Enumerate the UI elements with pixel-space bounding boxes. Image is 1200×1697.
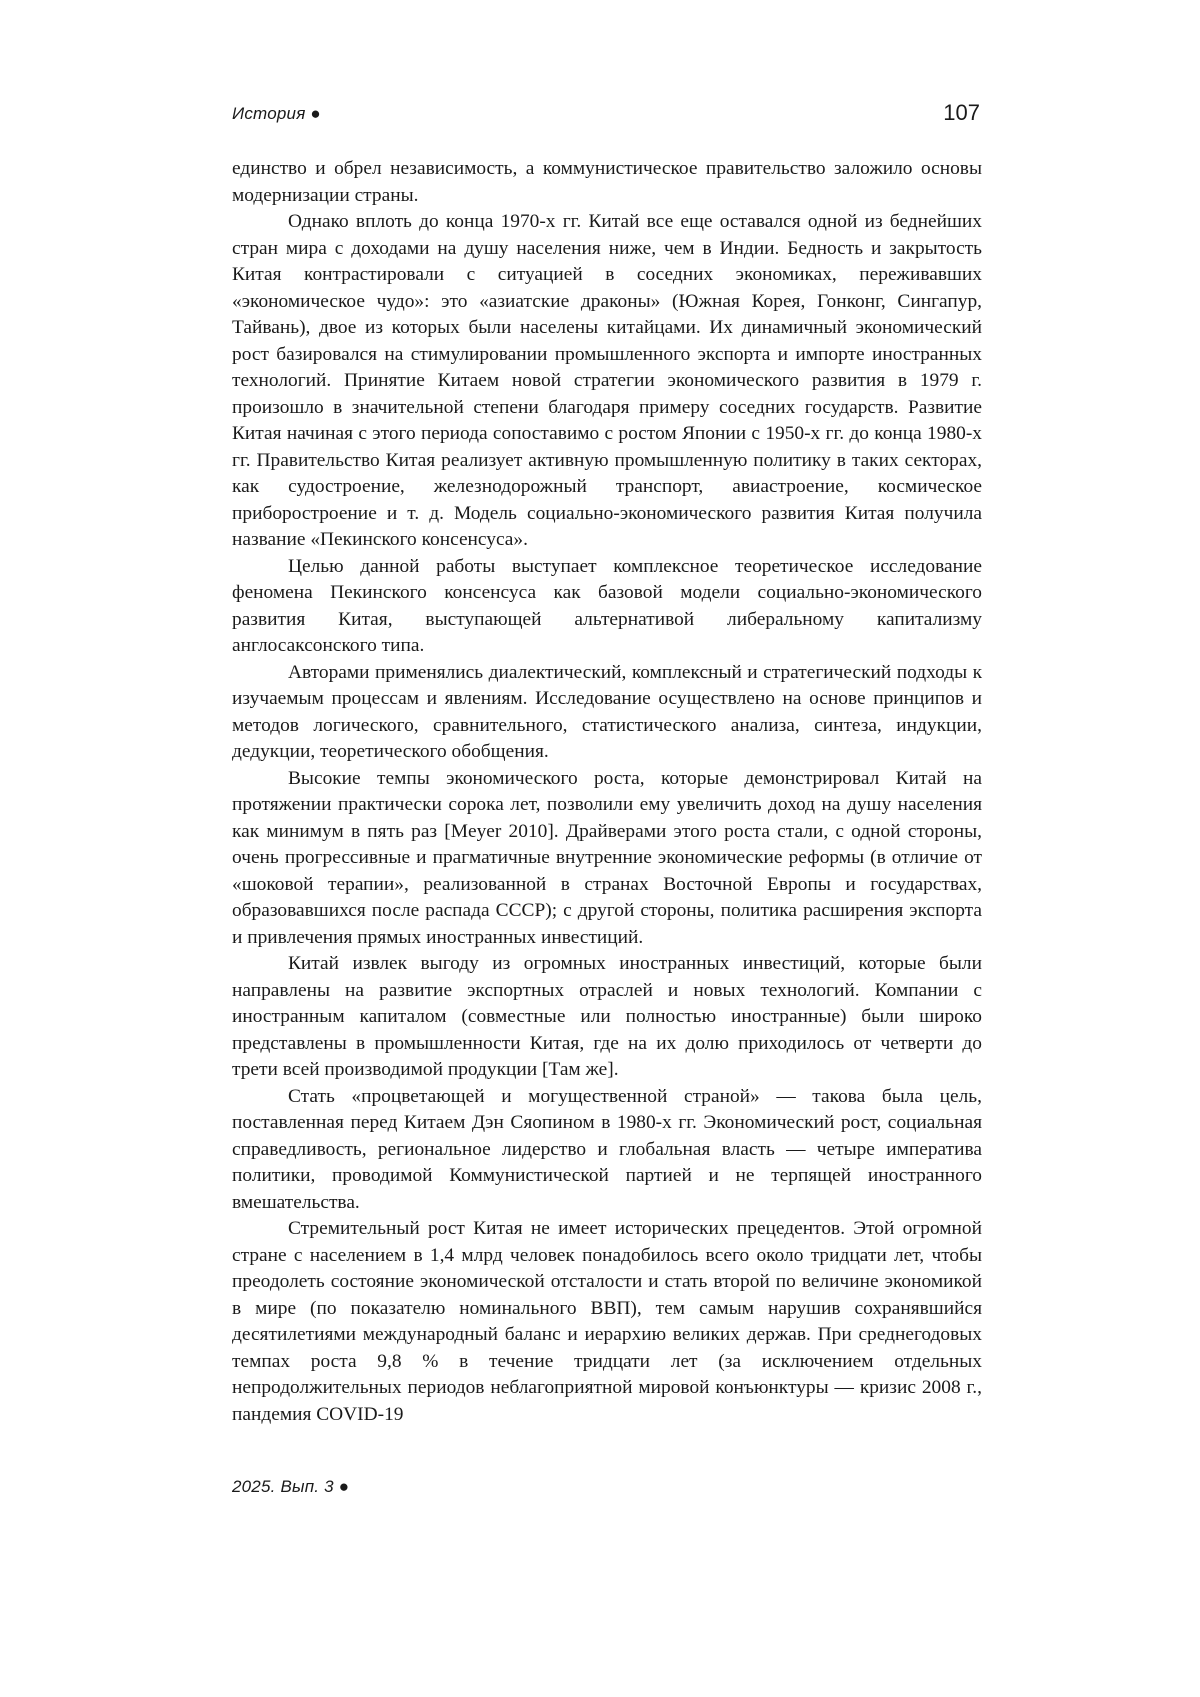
section-title: История ● xyxy=(232,104,321,124)
paragraph: единство и обрел независимость, а коммунистическое правительство заложило основы модернизации страны. xyxy=(232,156,982,209)
paragraph: Авторами применялись диалектический, комплексный и стратегический подходы к изучаемым процессам и явлениям. Исследование осуществлено на основе принципов и методов логического, сравнительного, статистического анализа, синтеза, индукции, дедукции, теоретического обобщения. xyxy=(232,660,982,766)
page-number: 107 xyxy=(943,100,980,126)
issue-info: 2025. Вып. 3 ● xyxy=(232,1477,349,1496)
running-header xyxy=(232,100,982,132)
journal-page xyxy=(0,0,1200,1697)
paragraph: Высокие темпы экономического роста, которые демонстрировал Китай на протяжении практически сорока лет, позволили ему увеличить доход на душу населения как минимум в пять раз [Meyer 2010]. Драйверами этого роста стали, с одной стороны, очень прогрессивные и прагматичные внутренние экономические реформы (в отличие от «шоковой терапии», реализованной в странах Восточной Европы и государствах, образовавшихся после распада СССР); с другой стороны, политика расширения экспорта и привлечения прямых иностранных инвестиций. xyxy=(232,766,982,952)
paragraph: Однако вплоть до конца 1970-х гг. Китай все еще оставался одной из беднейших стран мира с доходами на душу населения ниже, чем в Индии. Бедность и закрытость Китая контрастировали с ситуацией в соседних экономиках, переживавших «экономическое чудо»: это «азиатские драконы» (Южная Корея, Гонконг, Сингапур, Тайвань), двое из которых были населены китайцами. Их динамичный экономический рост базировался на стимулировании промышленного экспорта и импорте иностранных технологий. Принятие Китаем новой стратегии экономического развития в 1979 г. произошло в значительной степени благодаря примеру соседних государств. Развитие Китая начиная с этого периода сопоставимо с ростом Японии с 1950-х гг. до конца 1980-х гг. Правительство Китая реализует активную промышленную политику в таких секторах, как судостроение, железнодорожный транспорт, авиастроение, космическое приборостроение и т. д. Модель социально-экономического развития Китая получила название «Пекинского консенсуса». xyxy=(232,209,982,554)
paragraph: Китай извлек выгоду из огромных иностранных инвестиций, которые были направлены на развитие экспортных отраслей и новых технологий. Компании с иностранным капиталом (совместные или полностью иностранные) были широко представлены в промышленности Китая, где на их долю приходилось от четверти до трети всей производимой продукции [Там же]. xyxy=(232,951,982,1084)
article-body xyxy=(232,156,982,1428)
running-footer xyxy=(232,1477,349,1497)
paragraph: Стать «процветающей и могущественной страной» — такова была цель, поставленная перед Китаем Дэн Сяопином в 1980-х гг. Экономический рост, социальная справедливость, региональное лидерство и глобальная власть — четыре императива политики, проводимой Коммунистической партией и не терпящей иностранного вмешательства. xyxy=(232,1084,982,1217)
paragraph: Стремительный рост Китая не имеет исторических прецедентов. Этой огромной стране с населением в 1,4 млрд человек понадобилось всего около тридцати лет, чтобы преодолеть состояние экономической отсталости и стать второй по величине экономикой в мире (по показателю номинального ВВП), тем самым нарушив сохранявшийся десятилетиями международный баланс и иерархию великих держав. При среднегодовых темпах роста 9,8 % в течение тридцати лет (за исключением отдельных непродолжительных периодов неблагоприятной мировой конъюнктуры — кризис 2008 г., пандемия COVID-19 xyxy=(232,1216,982,1428)
paragraph: Целью данной работы выступает комплексное теоретическое исследование феномена Пекинского консенсуса как базовой модели социально-экономического развития Китая, выступающей альтернативой либеральному капитализму англосаксонского типа. xyxy=(232,554,982,660)
